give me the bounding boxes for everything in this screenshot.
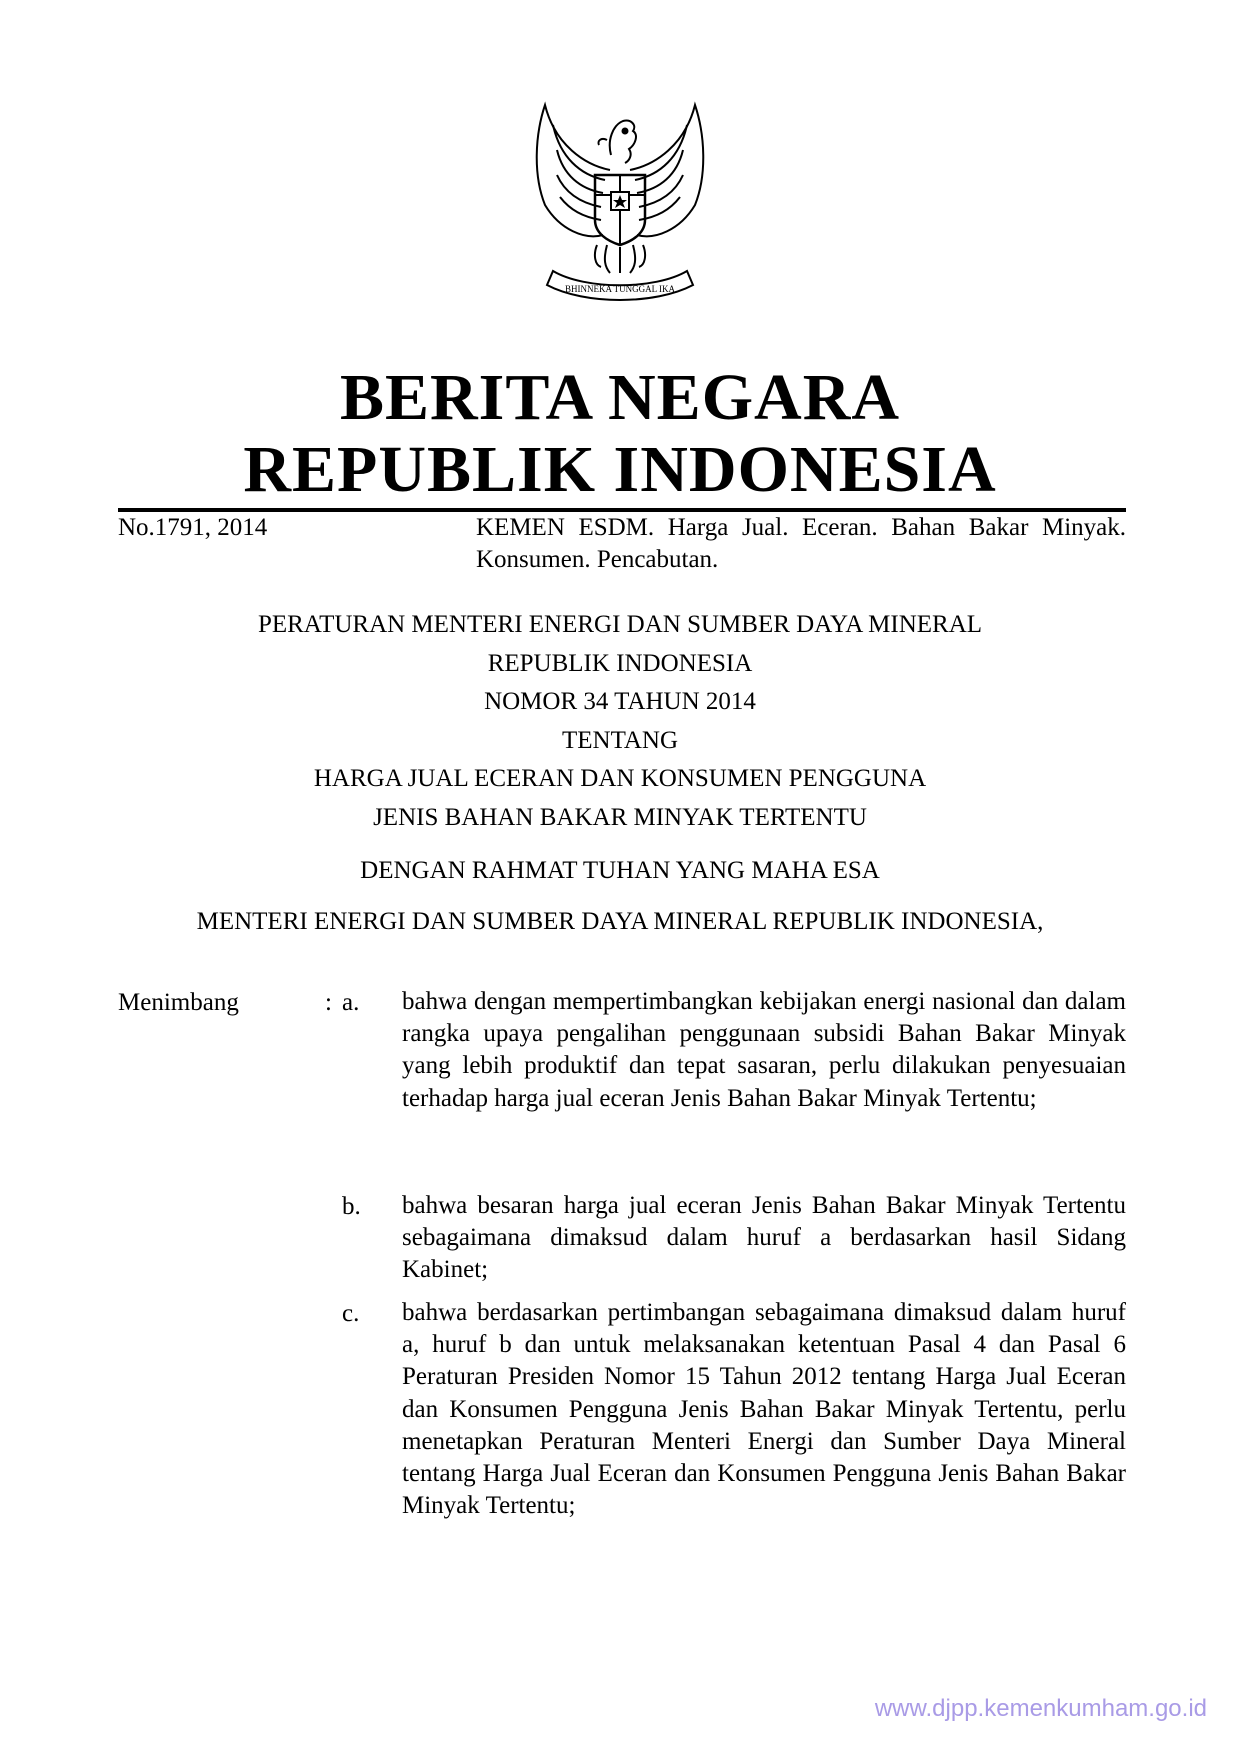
regulation-line: REPUBLIK INDONESIA [487,649,753,677]
item-text-c: bahwa berdasarkan pertimbangan sebagaimana dimaksud dalam huruf a, huruf b dan untuk melaksanakan ketentuan Pasal 4 dan Pasal 6 Peraturan Presiden Nomor 15 Tahun 2012 tentang Harga Jual Eceran dan Konsumen Pengguna Jenis Bahan Bakar Minyak Tertentu, perlu menetapkan Peraturan Menteri Energi dan Sumber Daya Mineral tentang Harga Jual Eceran dan Konsumen Pengguna Jenis Bahan Bakar Minyak Tertentu; [402,1299,1126,1520]
preamble-minister: MENTERI ENERGI DAN SUMBER DAYA MINERAL REPUBLIK INDONESIA, [196,908,1044,935]
garuda-emblem-icon [515,95,725,305]
footer-url[interactable]: www.djpp.kemenkumham.go.id [874,1695,1207,1722]
item-text-a: bahwa dengan mempertimbangkan kebijakan energi nasional dan dalam rangka upaya pengalihan penggunaan subsidi Bahan Bakar Minyak yang lebih produktif dan tepat sasaran, perlu dilakukan penyesuaian terhadap harga jual eceran Jenis Bahan Bakar Minyak Tertentu; [402,988,1126,1112]
masthead-title-line2: REPUBLIK INDONESIA [243,433,997,506]
emblem-motto: BHINNEKA TUNGGAL IKA [565,284,675,294]
gazette-number: No.1791, 2014 [118,514,268,541]
regulation-line: TENTANG [561,726,679,754]
regulation-line: JENIS BAHAN BAKAR MINYAK TERTENTU [373,803,867,831]
regulation-line: HARGA JUAL ECERAN DAN KONSUMEN PENGGUNA [313,765,927,792]
item-letter-c: c. [342,1300,360,1327]
item-text-b: bahwa besaran harga jual eceran Jenis Bahan Bakar Minyak Tertentu sebagaimana dimaksud dalam huruf a berdasarkan hasil Sidang Kabinet; [402,1192,1126,1284]
masthead-title-line1: BERITA NEGARA [339,361,901,434]
item-letter-a: a. [342,989,360,1016]
item-letter-b: b. [342,1193,361,1220]
regulation-line: PERATURAN MENTERI ENERGI DAN SUMBER DAYA MINERAL [257,611,983,638]
gazette-subject: KEMEN ESDM. Harga Jual. Eceran. Bahan Bakar Minyak. Konsumen. Pencabutan. [476,514,1126,573]
preamble-god: DENGAN RAHMAT TUHAN YANG MAHA ESA [360,857,880,884]
menimbang-colon: : [325,989,332,1016]
regulation-title-block [0,606,1240,837]
menimbang-label: Menimbang [118,989,239,1016]
regulation-line: NOMOR 34 TAHUN 2014 [484,688,756,715]
